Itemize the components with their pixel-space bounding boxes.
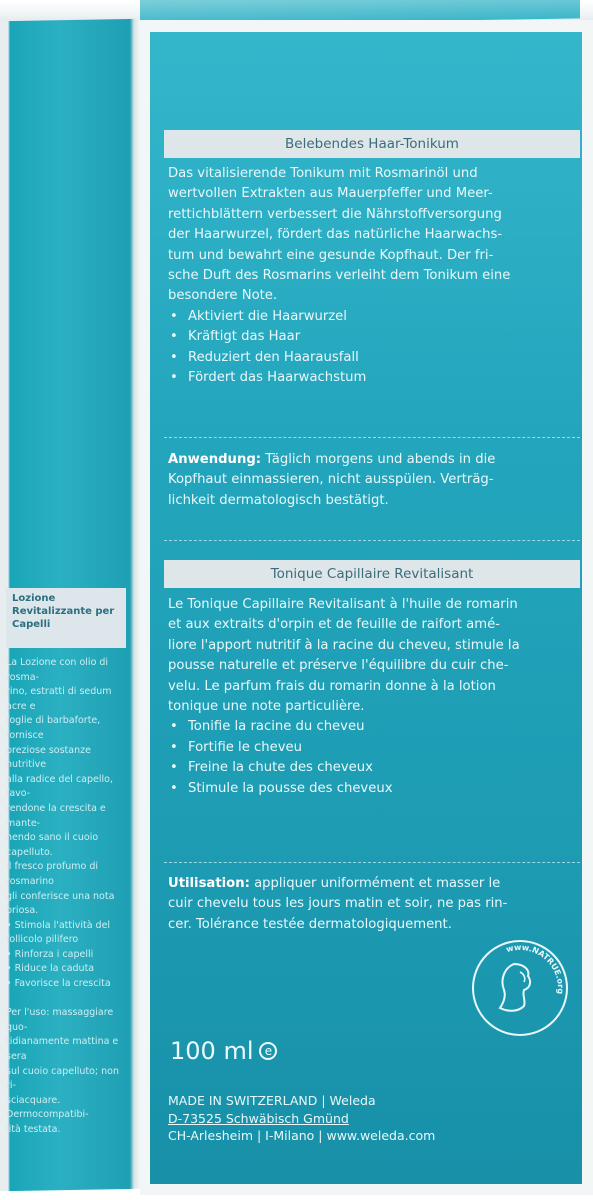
german-body [168, 164, 572, 388]
side-panel-line: foglie di barbaforte, fornisce [6, 715, 101, 741]
bullet-item: • Freine la chute des cheveux [168, 758, 572, 778]
side-panel-line: • Stimola l'attività del [6, 919, 111, 931]
bullet-item: • Fördert das Haarwachstum [168, 368, 572, 388]
french-body-line: et aux extraits d'orpin et de feuille de raifort amé- [168, 617, 500, 633]
german-body-line: rettichblättern verbessert die Nährstoffversorgung [168, 206, 502, 222]
french-body-line: pousse naturelle et préserve l'équilibre du cuir che- [168, 658, 509, 674]
side-panel-title: Lozione Revitalizzante per Capelli [6, 588, 126, 648]
divider [164, 540, 580, 542]
french-body-line: liore l'apport nutritif à la racine du cheveu, stimule la [168, 637, 520, 653]
french-body-line: Le Tonique Capillaire Revitalisant à l'huile de romarin [168, 597, 518, 612]
german-usage [168, 450, 572, 511]
french-body-line: velu. Le parfum frais du romarin donne à la lotion [168, 678, 496, 694]
divider [164, 862, 580, 864]
footer-line: CH-Arlesheim | I-Milano | www.weleda.com [168, 1128, 436, 1143]
box-front-panel [150, 32, 582, 1184]
german-body-line: sche Duft des Rosmarins verleiht dem Tonikum eine [168, 268, 511, 284]
french-usage [168, 874, 572, 935]
german-body-line: besondere Note. [168, 288, 278, 304]
german-usage-line: Kopfhaut einmassieren, nicht ausspülen. Verträg- [168, 472, 494, 488]
side-panel-line: rendone la crescita e mante- [6, 802, 106, 829]
french-body-line: tonique une note particulière. [168, 699, 365, 715]
french-usage-line: cuir chevelu tous les jours matin et soir, ne pas rin- [168, 896, 508, 912]
side-panel-text [6, 656, 128, 1138]
divider [164, 437, 580, 439]
side-panel-line: sul cuoio capelluto; non ri- [6, 1065, 119, 1092]
natrue-seal-icon [472, 940, 568, 1036]
footer-line: D-73525 Schwäbisch Gmünd [168, 1110, 349, 1126]
footer-line: MADE IN SWITZERLAND | Weleda [168, 1093, 376, 1108]
german-body-line: Das vitalisierende Tonikum mit Rosmarinöl und [168, 166, 478, 181]
german-usage-label: Anwendung: [168, 452, 262, 467]
side-panel-line: gli conferisce una nota briosa. [6, 890, 115, 917]
bullet-item: • Aktiviert die Haarwurzel [168, 307, 572, 327]
french-bullet-list [168, 717, 572, 799]
estimated-sign-icon: e [259, 1042, 277, 1060]
german-body-line: wertvollen Extrakten aus Mauerpfeffer und Meer- [168, 186, 493, 202]
german-bullet-list [168, 307, 572, 389]
side-panel-line: alla radice del capello, favo- [6, 773, 113, 800]
bullet-item: • Reduziert den Haarausfall [168, 348, 572, 368]
bullet-item: • Stimule la pousse des cheveux [168, 779, 572, 799]
german-body-line: der Haarwurzel, fördert das natürliche Haarwachs- [168, 227, 503, 243]
side-panel-line [6, 992, 128, 1007]
side-panel-line: • Riduce la caduta [6, 963, 95, 975]
german-usage-line: lichkeit dermatologisch bestätigt. [168, 492, 389, 508]
side-panel-line: • Favorisce la crescita [6, 978, 111, 990]
side-panel-line: La Lozione con olio di rosma- [6, 657, 109, 683]
manufacturer-info [168, 1092, 568, 1145]
side-panel-line: • Rinforza i capelli [6, 948, 94, 960]
french-usage-line: appliquer uniformément et masser le [249, 876, 501, 891]
side-panel-line: lità testata. [6, 1124, 61, 1135]
volume-label [170, 1037, 277, 1065]
seal-text: www.NATRUE.org [505, 942, 566, 995]
french-usage-label: Utilisation: [168, 876, 250, 891]
side-panel-line: sciacquare. Dermocompatibi- [6, 1094, 89, 1121]
bullet-item: • Kräftigt das Haar [168, 327, 572, 347]
bullet-item: • Fortifie le cheveu [168, 738, 572, 758]
side-panel-line: Il fresco profumo di rosmarino [6, 861, 99, 887]
side-panel-line: tidianamente mattina e sera [6, 1036, 119, 1063]
german-body-line: tum und bewahrt eine gesunde Kopfhaut. Der fri- [168, 247, 494, 263]
side-panel-line: rino, estratti di sedum acre e [6, 686, 112, 712]
french-title: Tonique Capillaire Revitalisant [164, 560, 580, 588]
side-panel-line: preziose sostanze nutritive [6, 744, 91, 771]
french-usage-line: cer. Tolérance testée dermatologiquement. [168, 916, 452, 932]
german-usage-line: Täglich morgens und abends in die [261, 452, 496, 467]
german-title: Belebendes Haar-Tonikum [164, 130, 580, 158]
french-body [168, 595, 572, 799]
side-panel-line: Per l'uso: massaggiare quo- [6, 1007, 114, 1033]
bullet-item: • Tonifie la racine du cheveu [168, 717, 572, 737]
side-panel-line: follicolo pilifero [6, 934, 79, 946]
volume-value: 100 ml [170, 1037, 254, 1065]
side-panel-line: nendo sano il cuoio capelluto. [6, 832, 99, 858]
